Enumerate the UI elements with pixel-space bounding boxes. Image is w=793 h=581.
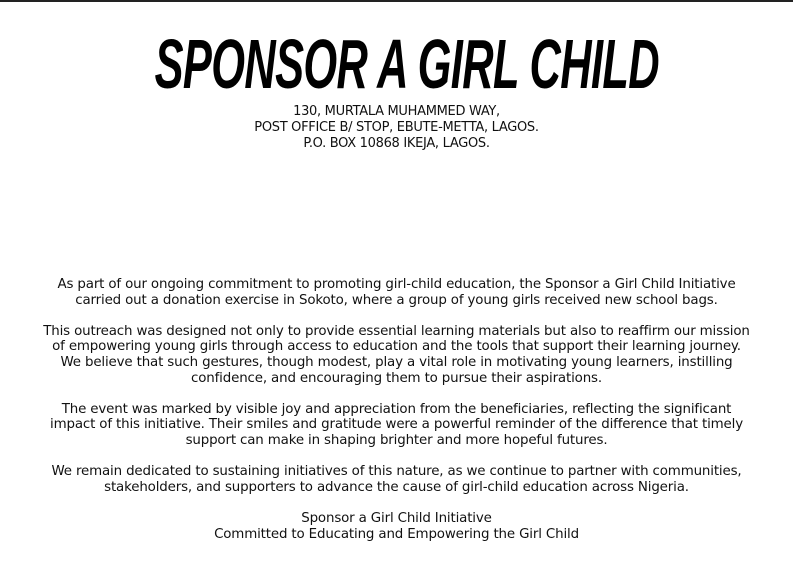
signature-name: Sponsor a Girl Child Initiative	[301, 510, 492, 526]
paragraph: As part of our ongoing commitment to promoting girl-child education, the Sponsor a Girl Child Initiative carried out a donation exercise in Sokoto, where a group of young girls received new school bags.	[57, 277, 736, 308]
letter-body	[40, 277, 753, 542]
signature-block	[40, 511, 753, 542]
address-line: P.O. BOX 10868 IKEJA, LAGOS.	[303, 136, 490, 151]
paragraph: This outreach was designed not only to provide essential learning materials but also to reaffirm our mission of empowering young girls through access to education and the tools that support their learning journey. We believe that such gestures, though modest, play a vital role in motivating young learners, instilling confidence, and encouraging them to pursue their aspirations.	[43, 323, 750, 386]
signature-tagline: Committed to Educating and Empowering the Girl Child	[214, 526, 579, 542]
address-line: 130, MURTALA MUHAMMED WAY,	[293, 104, 500, 119]
letterhead-title	[0, 26, 793, 102]
address-line: POST OFFICE B/ STOP, EBUTE-METTA, LAGOS.	[254, 120, 539, 135]
paragraph: The event was marked by visible joy and appreciation from the beneficiaries, reflecting the significant impact of this initiative. Their smiles and gratitude were a powerful reminder of the difference that timely support can make in shaping brighter and more hopeful futures.	[50, 401, 743, 448]
letterhead-address	[0, 104, 793, 152]
top-border	[0, 0, 793, 2]
title-text: SPONSOR A GIRL CHILD	[154, 25, 659, 103]
paragraph: We remain dedicated to sustaining initiatives of this nature, as we continue to partner with communities, stakeholders, and supporters to advance the cause of girl-child education across Nigeria.	[51, 464, 742, 495]
